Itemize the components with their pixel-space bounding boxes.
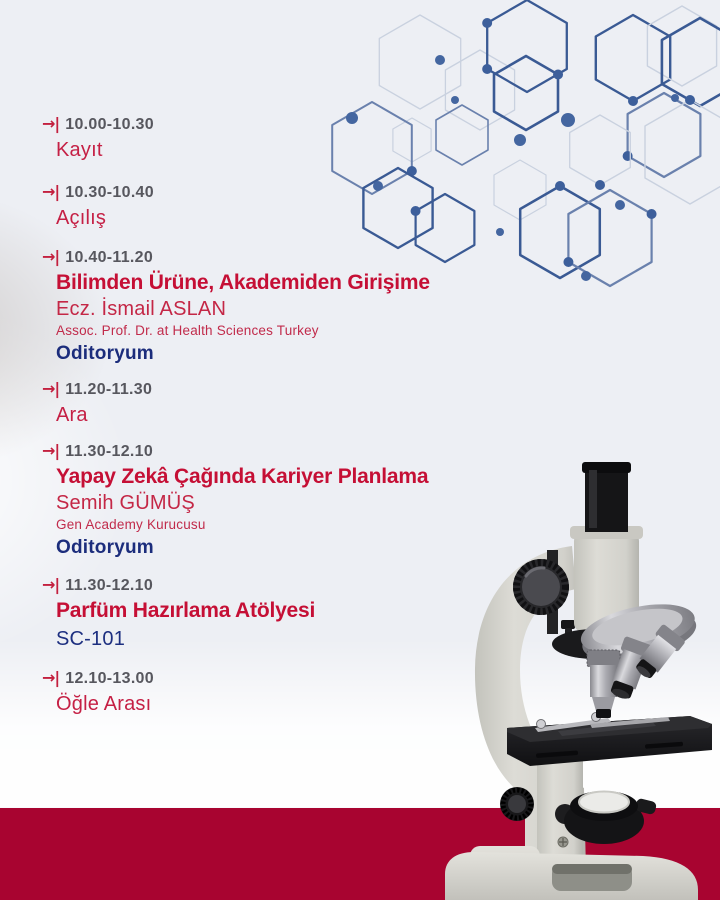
schedule-item-7 [42,668,154,716]
item-title: Kayıt [56,139,103,161]
arrow-bar-icon: →| [42,379,60,398]
microscope-stage [507,713,712,767]
time-row [42,247,430,268]
item-title: Yapay Zekâ Çağında Kariyer Planlama [56,465,429,488]
schedule-item-4 [42,379,152,427]
schedule-item-5 [42,441,428,560]
item-title: Açılış [56,207,107,229]
item-speaker: Ecz. İsmail ASLAN [56,298,227,320]
microscope-image [440,440,720,900]
item-time: 11.30-12.10 [65,443,154,460]
item-location: Oditoryum [56,537,154,558]
item-title: Öğle Arası [56,693,152,715]
arrow-bar-icon: →| [42,247,60,266]
item-location: Oditoryum [56,343,154,364]
item-location: SC-101 [56,628,126,650]
arrow-bar-icon: →| [42,575,60,594]
time-row [42,575,315,596]
coarse-focus-knob [513,559,569,615]
item-time: 12.10-13.00 [65,670,154,687]
schedule-item-1 [42,114,154,162]
arrow-bar-icon: →| [42,668,60,687]
item-title: Ara [56,404,88,426]
item-speaker: Semih GÜMÜŞ [56,492,195,514]
item-title: Parfüm Hazırlama Atölyesi [56,599,316,622]
eyepiece [582,462,631,532]
item-time: 10.00-10.30 [65,116,154,133]
item-time: 10.30-10.40 [65,184,154,201]
schedule-item-2 [42,182,154,230]
schedule-item-3 [42,247,430,366]
item-time: 11.30-12.10 [65,577,154,594]
schedule-item-6 [42,575,315,651]
time-row [42,441,428,462]
time-row [42,182,154,203]
time-row [42,668,154,689]
item-speaker-title: Gen Academy Kurucusu [56,517,206,532]
arrow-bar-icon: →| [42,114,60,133]
arrow-bar-icon: →| [42,441,60,460]
arrow-bar-icon: →| [42,182,60,201]
item-time: 11.20-11.30 [65,381,153,398]
item-speaker-title: Assoc. Prof. Dr. at Health Sciences Turkey [56,323,319,338]
substage-knob [500,787,534,821]
time-row [42,379,152,400]
item-title: Bilimden Ürüne, Akademiden Girişime [56,271,430,294]
item-time: 10.40-11.20 [65,249,154,266]
time-row [42,114,154,135]
